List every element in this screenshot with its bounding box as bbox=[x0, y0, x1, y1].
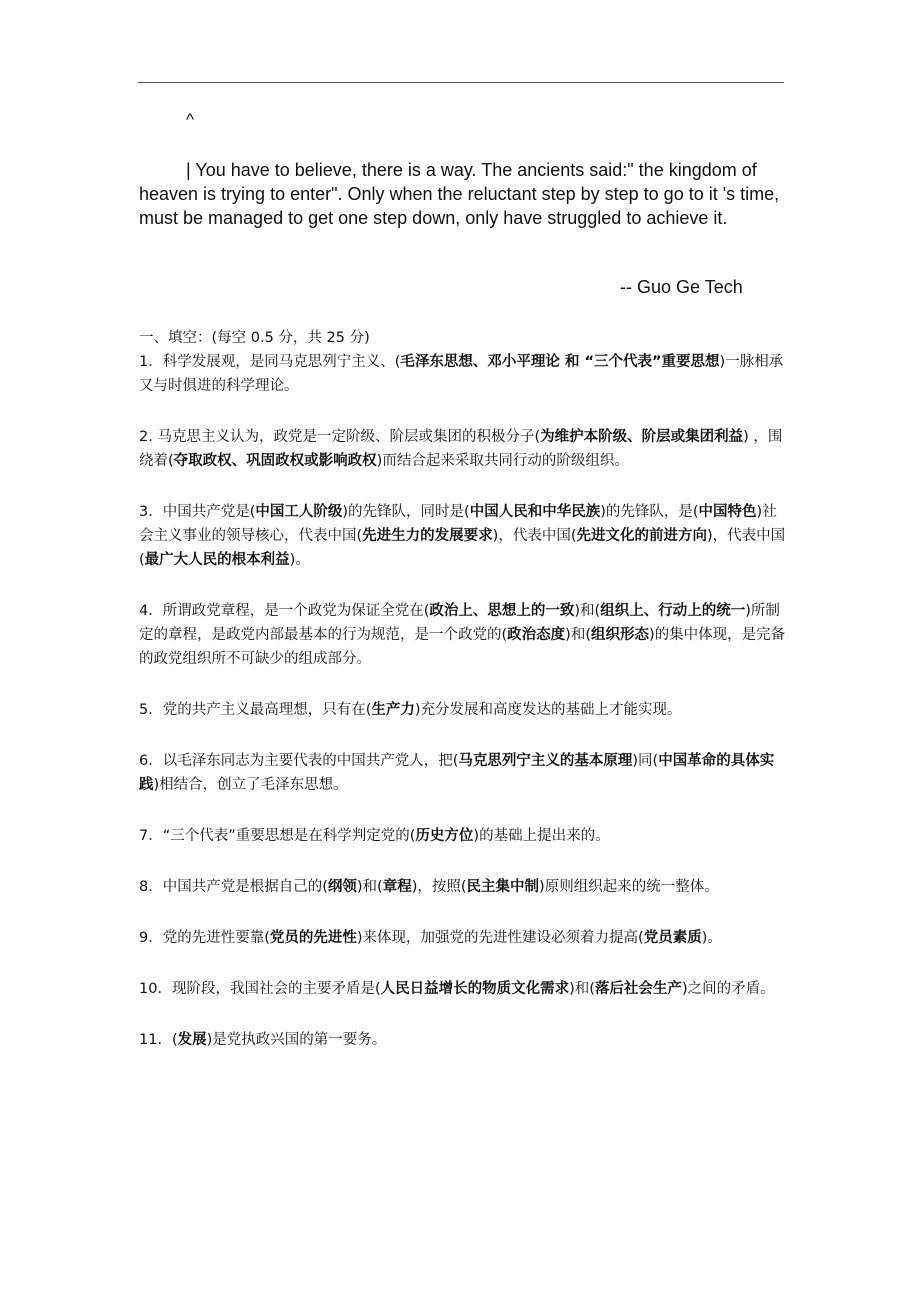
answer-text: 历史方位 bbox=[415, 828, 474, 844]
answer-text: 先进文化的前进方向 bbox=[576, 528, 707, 544]
answer-text: 章程 bbox=[382, 879, 412, 895]
question-item bbox=[139, 926, 789, 950]
question-text: )一脉相承又与时俱进的科学理论。 bbox=[139, 354, 784, 394]
answer-text: 中国特色 bbox=[698, 504, 757, 520]
question-text: )，代表中国( bbox=[492, 528, 577, 544]
question-text: )之间的矛盾。 bbox=[681, 981, 775, 997]
question-text: )来体现，加强党的先进性建设必须着力提高( bbox=[356, 930, 644, 946]
question-text: )和( bbox=[569, 981, 595, 997]
question-text: 2. 马克思主义认为，政党是一定阶级、阶层或集团的积极分子( bbox=[139, 429, 541, 445]
question-text: )而结合起来采取共同行动的阶级组织。 bbox=[376, 453, 629, 469]
question-text: )的先锋队，同时是( bbox=[342, 504, 470, 520]
header-rule bbox=[138, 82, 784, 83]
answer-text: 落后社会生产 bbox=[594, 981, 682, 997]
question-text: )所制定的章程，是政党内部最基本的行为规范，是一个政党的( bbox=[139, 603, 780, 643]
answer-text: 中国人民和中华民族 bbox=[469, 504, 601, 520]
question-text: )，代表中国( bbox=[139, 528, 786, 568]
question-text: )和( bbox=[565, 627, 591, 643]
question-text: 3．中国共产党是( bbox=[139, 504, 256, 520]
question-text: 7．“三个代表”重要思想是在科学判定党的( bbox=[139, 828, 416, 844]
answer-text: 毛泽东思想、邓小平理论 和 “三个代表”重要思想 bbox=[400, 354, 720, 370]
question-text: )的集中体现，是完备的政党组织所不可缺少的组成部分。 bbox=[139, 627, 786, 667]
answer-text: 党员的先进性 bbox=[269, 930, 357, 946]
question-text: 1．科学发展观，是同马克思列宁主义、( bbox=[139, 354, 401, 370]
question-item bbox=[139, 698, 789, 722]
answer-text: 中国革命的具体实践 bbox=[139, 753, 775, 793]
question-item bbox=[139, 875, 789, 899]
question-text: )，按照( bbox=[411, 879, 467, 895]
question-item bbox=[139, 977, 789, 1001]
question-text: 10．现阶段，我国社会的主要矛盾是( bbox=[139, 981, 381, 997]
question-item bbox=[139, 500, 789, 572]
question-text: 8．中国共产党是根据自己的( bbox=[139, 879, 328, 895]
question-text: )和( bbox=[574, 603, 601, 619]
question-text: )。 bbox=[289, 552, 310, 568]
answer-text: 组织形态 bbox=[590, 627, 649, 643]
question-text: 4．所谓政党章程，是一个政党为保证全党在( bbox=[139, 603, 430, 619]
question-text: )和( bbox=[356, 879, 383, 895]
question-text: )是党执政兴国的第一要务。 bbox=[206, 1032, 387, 1048]
answer-text: 夺取政权、巩固政权或影响政权 bbox=[173, 453, 377, 469]
question-item bbox=[139, 425, 789, 473]
question-text: 6．以毛泽东同志为主要代表的中国共产党人，把( bbox=[139, 753, 459, 769]
section-heading: 一、填空：(每空 0.5 分，共 25 分) bbox=[139, 330, 370, 346]
question-text: )的先锋队，是( bbox=[600, 504, 699, 520]
answer-text: 为维护本阶级、阶层或集团利益 bbox=[540, 429, 744, 445]
question-item bbox=[139, 350, 789, 398]
document-body bbox=[139, 326, 789, 1079]
question-text: )。 bbox=[701, 930, 722, 946]
caret-mark: ^ bbox=[186, 110, 194, 129]
answer-text: 纲领 bbox=[327, 879, 357, 895]
answer-text: 政治态度 bbox=[507, 627, 566, 643]
quote-text: | You have to believe, there is a way. The ancients said:" the kingdom of heaven is trying to enter". Only when the reluctant step by step to go to it 's time, must be managed to get one step down, only have struggled to achieve it. bbox=[139, 160, 780, 228]
question-item bbox=[139, 1028, 789, 1052]
question-item bbox=[139, 824, 789, 848]
answer-text: 中国工人阶级 bbox=[255, 504, 343, 520]
question-list bbox=[139, 350, 789, 1052]
answer-text: 先进生力的发展要求 bbox=[362, 528, 493, 544]
answer-text: 人民日益增长的物质文化需求 bbox=[380, 981, 570, 997]
question-text: 9．党的先进性要靠( bbox=[139, 930, 270, 946]
question-text: 11．( bbox=[139, 1032, 178, 1048]
quote-attribution: -- Guo Ge Tech bbox=[620, 277, 743, 297]
question-text: ) ，围绕着( bbox=[139, 429, 783, 469]
question-text: )同( bbox=[632, 753, 659, 769]
question-text: )充分发展和高度发达的基础上才能实现。 bbox=[414, 702, 682, 718]
question-text: )原则组织起来的统一整体。 bbox=[539, 879, 719, 895]
answer-text: 党员素质 bbox=[643, 930, 702, 946]
answer-text: 生产力 bbox=[371, 702, 415, 718]
question-text: 5．党的共产主义最高理想，只有在( bbox=[139, 702, 372, 718]
question-text: )相结合，创立了毛泽东思想。 bbox=[153, 777, 348, 793]
question-text: )的基础上提出来的。 bbox=[473, 828, 610, 844]
answer-text: 马克思列宁主义的基本原理 bbox=[458, 753, 633, 769]
answer-text: 政治上、思想上的一致 bbox=[429, 603, 575, 619]
question-item bbox=[139, 749, 789, 797]
question-item bbox=[139, 599, 789, 671]
answer-text: 民主集中制 bbox=[466, 879, 540, 895]
answer-text: 发展 bbox=[177, 1032, 207, 1048]
question-text: )社会主义事业的领导核心，代表中国( bbox=[139, 504, 777, 544]
answer-text: 组织上、行动上的统一 bbox=[600, 603, 746, 619]
answer-text: 最广大人民的根本利益 bbox=[144, 552, 290, 568]
